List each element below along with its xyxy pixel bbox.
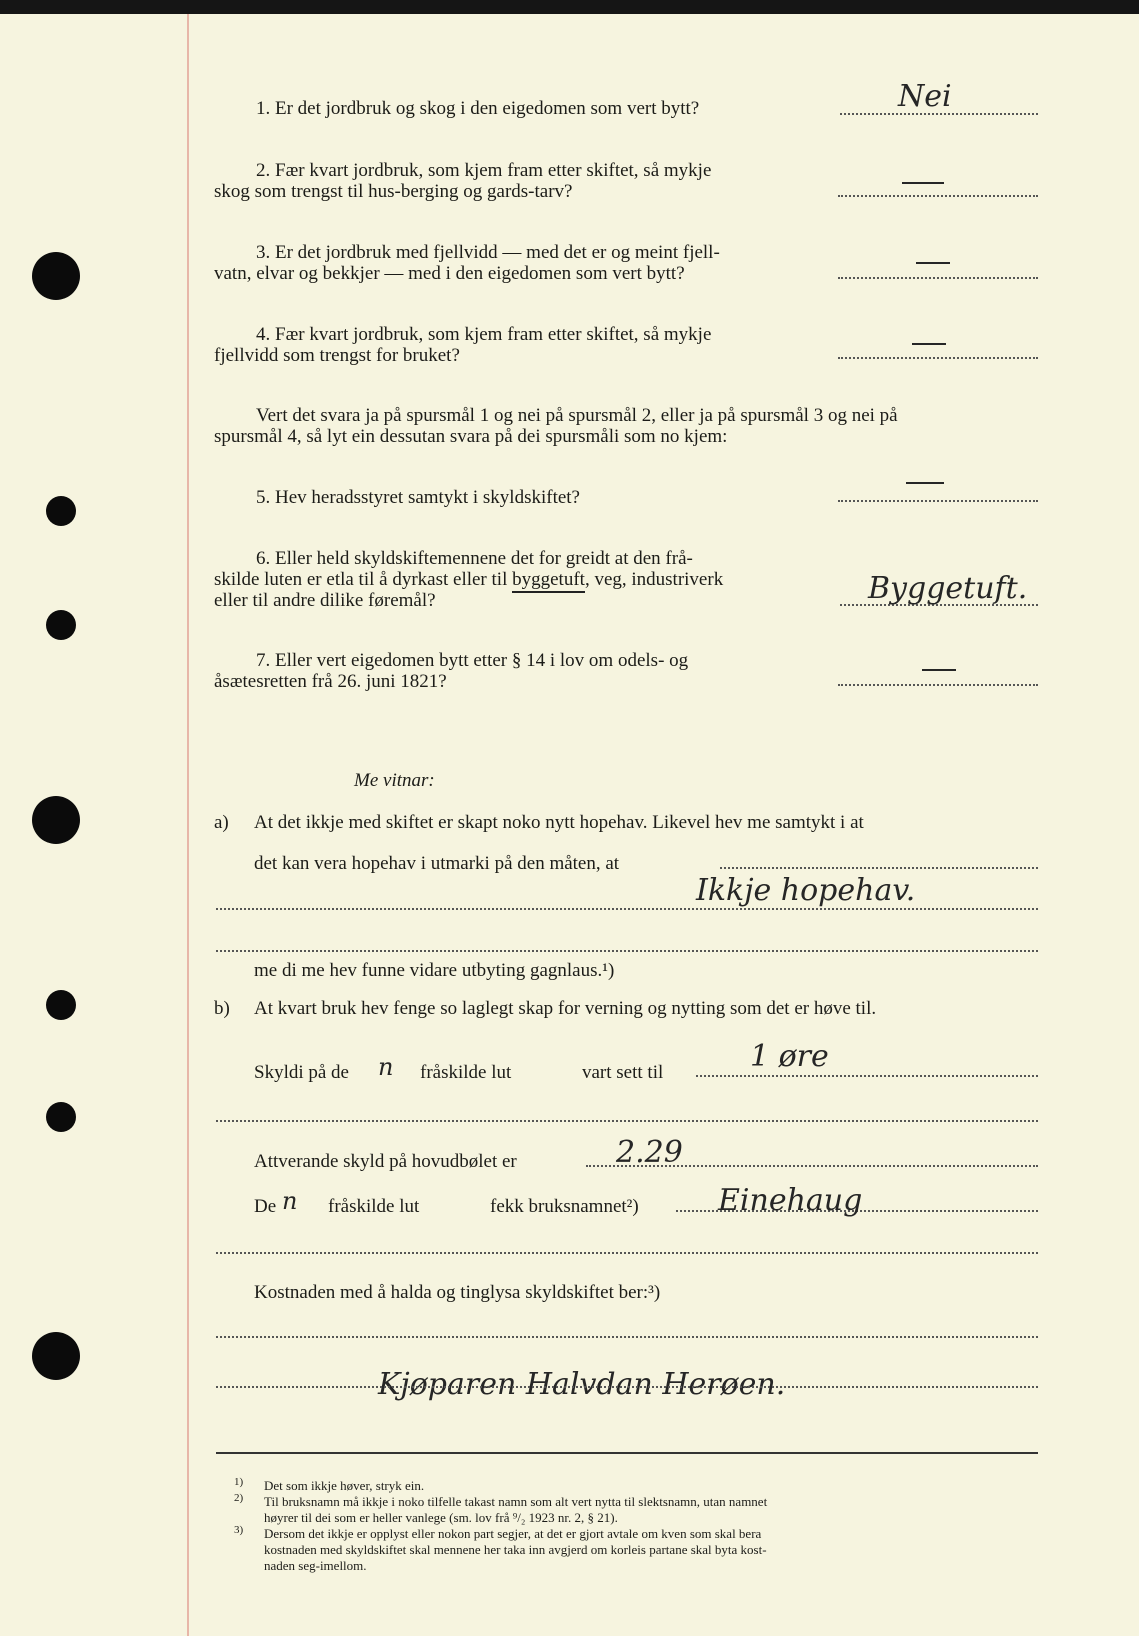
answer-q6: Byggetuft. (868, 571, 1028, 606)
punch-hole (46, 1102, 76, 1132)
answer-q3-dash (916, 262, 950, 264)
witness-a-line-1: At det ikkje med skiftet er skapt noko nytt hopehav. Likevel hev me samtykt i at (254, 812, 864, 833)
answer-line (216, 950, 1038, 952)
answer-line (838, 684, 1038, 686)
punch-hole (32, 252, 80, 300)
question-5: 5. Hev heradsstyret samtykt i skyldskiftet? (256, 487, 580, 508)
conditional-note-line-2: spursmål 4, så lyt ein dessutan svara på dei spursmåli som no kjem: (214, 426, 728, 447)
answer-kostnad: Kjøparen Halvdan Herøen. (378, 1367, 786, 1402)
answer-q7-dash (922, 669, 956, 671)
answer-bruksnamn: Einehaug (718, 1183, 863, 1218)
skyld-label-mid: fråskilde lut (420, 1062, 512, 1083)
question-3-line-2: vatn, elvar og bekkjer — med i den eigedomen som vert bytt? (214, 263, 685, 284)
skyld-hand-n: n (378, 1053, 394, 1081)
question-2-line-1: 2. Fær kvart jordbruk, som kjem fram etter skiftet, så mykje (256, 160, 712, 181)
answer-line (216, 1120, 1038, 1122)
answer-line (696, 1075, 1038, 1077)
footnote-2-line-1: Til bruksnamn må ikkje i noko tilfelle takast namn som alt vert nytta til slektsnamn, utan namnet (264, 1494, 768, 1509)
answer-q1: Nei (898, 79, 952, 114)
witness-a-label: a) (214, 812, 229, 833)
question-6-line-3: eller til andre dilike føremål? (214, 590, 436, 611)
question-6-line-1: 6. Eller held skyldskiftemennene det for greidt at den frå‑ (256, 548, 693, 569)
punch-hole (46, 990, 76, 1020)
answer-q4-dash (912, 343, 946, 345)
question-1: 1. Er det jordbruk og skog i den eigedomen som vert bytt? (256, 98, 700, 119)
footnote-3-line-1: Dersom det ikkje er opplyst eller nokon part segjer, at det er gjort avtale om kven som skal bera (264, 1526, 762, 1541)
answer-hopehav: Ikkje hopehav. (696, 873, 916, 908)
punch-hole (32, 1332, 80, 1380)
answer-line (720, 867, 1038, 869)
witness-a-line-2: det kan vera hopehav i utmarki på den måten, at (254, 853, 620, 874)
attverande-label: Attverande skyld på hovudbølet er (254, 1151, 517, 1172)
question-4-line-1: 4. Fær kvart jordbruk, som kjem fram etter skiftet, så mykje (256, 324, 712, 345)
question-7-line-1: 7. Eller vert eigedomen bytt etter § 14 i lov om odels‑ og (256, 650, 689, 671)
skyld-label-pre: Skyldi på de (254, 1062, 349, 1083)
margin-line (187, 14, 189, 1636)
witness-b-line-1: At kvart bruk hev fenge so laglegt skap for verning og nytting som det er høve til. (254, 998, 877, 1019)
bruksnamn-label-mid: fråskilde lut (328, 1196, 420, 1217)
punch-hole (32, 796, 80, 844)
question-4-line-2: fjellvidd som trengst for bruket? (214, 345, 460, 366)
footnote-separator (216, 1452, 1038, 1454)
question-3-line-1: 3. Er det jordbruk med fjellvidd — med det er og meint fjell‑ (256, 242, 720, 263)
footnote-1-mark: 1) (234, 1476, 244, 1488)
bruksnamn-label-pre: De (254, 1196, 277, 1217)
footnote-3-line-3: naden seg‑imellom. (264, 1558, 367, 1573)
question-2-line-2: skog som trengst til hus‑berging og gards‑tarv? (214, 181, 573, 202)
answer-line (216, 908, 1038, 910)
conditional-note-line-1: Vert det svara ja på spursmål 1 og nei på spursmål 2, eller ja på spursmål 3 og nei på (256, 405, 898, 426)
answer-q2-dash (902, 182, 944, 184)
answer-attverande: 2.29 (616, 1135, 683, 1170)
footnote-3-line-2: kostnaden med skyldskiftet skal mennene her taka inn avgjerd om korleis partane skal byta kost‑ (264, 1542, 767, 1557)
answer-line (216, 1252, 1038, 1254)
bruksnamn-label-post: fekk bruksnamnet²) (490, 1196, 639, 1217)
answer-line (216, 1336, 1038, 1338)
answer-q5-dash (906, 482, 944, 484)
question-7-line-2: åsætesretten frå 26. juni 1821? (214, 671, 447, 692)
footnote-1: Det som ikkje høver, stryk ein. (264, 1478, 425, 1493)
answer-line (216, 1386, 1038, 1388)
question-6-line-2: skilde luten er etla til å dyrkast eller til byggetuft, veg, industriverk (214, 569, 723, 590)
kostnad-label: Kostnaden med å halda og tinglysa skyldskiftet ber:³) (254, 1282, 661, 1303)
punch-hole (46, 610, 76, 640)
answer-line (838, 195, 1038, 197)
answer-line (838, 277, 1038, 279)
bruksnamn-hand-n: n (282, 1187, 298, 1215)
witness-b-label: b) (214, 998, 230, 1019)
answer-line (838, 357, 1038, 359)
underlined-byggetuft: byggetuft (512, 569, 585, 593)
witness-a-line-3: me di me hev funne vidare utbyting gagnlaus.¹) (254, 960, 615, 981)
footnote-3-mark: 3) (234, 1524, 244, 1536)
answer-skyld: 1 øre (750, 1039, 829, 1074)
skyld-label-post: vart sett til (582, 1062, 664, 1083)
footnote-2-mark: 2) (234, 1492, 244, 1504)
punch-hole (46, 496, 76, 526)
footnote-2-line-2: høyrer til dei som er heller vanlege (sm. lov frå ⁹/₂ 1923 nr. 2, § 21). (264, 1510, 618, 1525)
scan-top-border (0, 0, 1139, 14)
witness-heading: Me vitnar: (354, 770, 435, 791)
answer-line (838, 500, 1038, 502)
